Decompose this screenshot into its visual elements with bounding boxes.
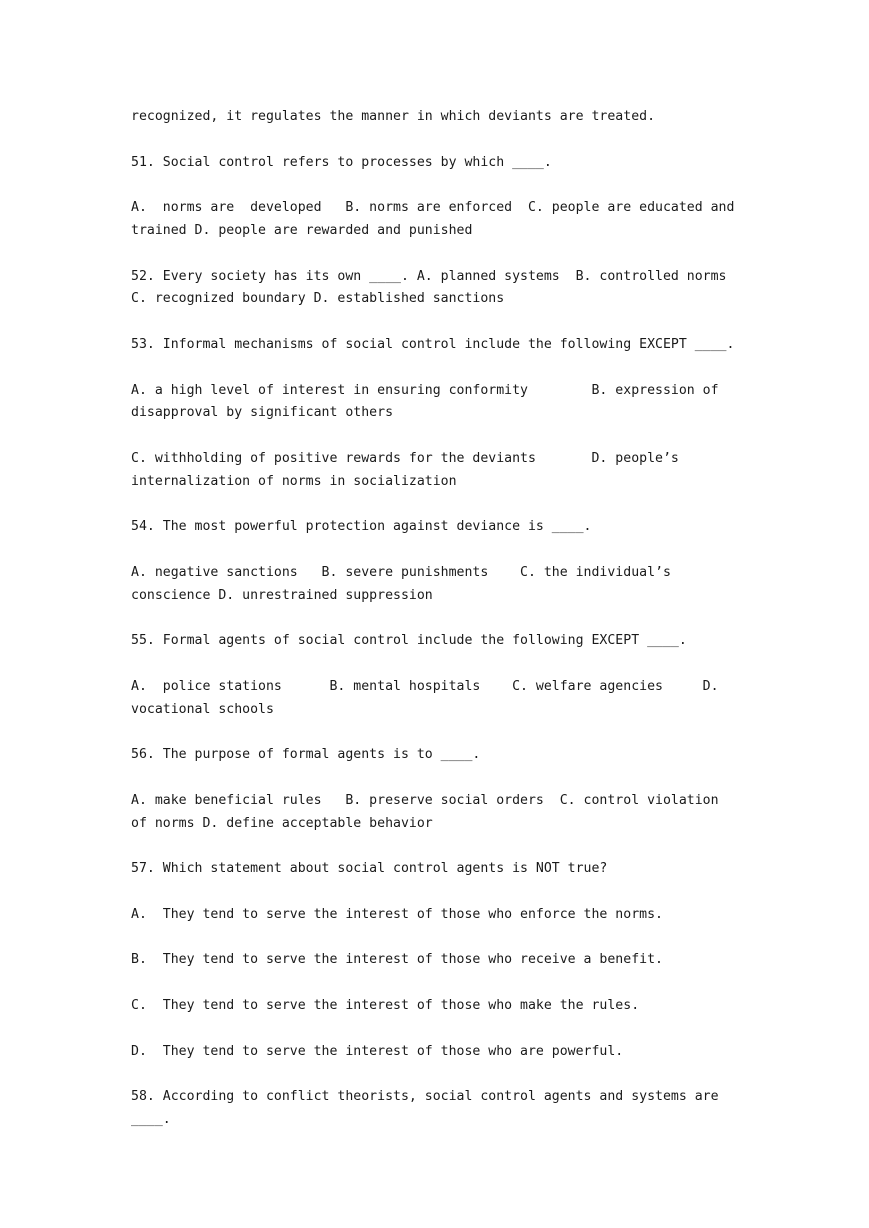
document-body	[131, 106, 741, 1155]
paragraph-continuation: recognized, it regulates the manner in which deviants are treated.	[131, 109, 656, 124]
question-52: 52. Every society has its own ____. A. planned systems B. controlled norms C. recognized boundary D. established sanctions	[131, 268, 735, 307]
question-54: 54. The most powerful protection against deviance is ____.	[131, 519, 592, 535]
question-57-option-a: A. They tend to serve the interest of those who enforce the norms.	[131, 906, 663, 922]
question-55-options: A. police stations B. mental hospitals C. welfare agencies D. vocational schools	[131, 678, 727, 717]
question-56-options: A. make beneficial rules B. preserve social orders C. control violation of norms D. define acceptable behavior	[131, 792, 727, 831]
question-57-option-c: C. They tend to serve the interest of those who make the rules.	[131, 998, 640, 1014]
question-53: 53. Informal mechanisms of social control include the following EXCEPT ____.	[131, 336, 735, 352]
question-56: 56. The purpose of formal agents is to ____.	[131, 747, 481, 763]
question-51-options: A. norms are developed B. norms are enforced C. people are educated and trained D. people are rewarded and punished	[131, 200, 743, 238]
question-57-option-d: D. They tend to serve the interest of those who are powerful.	[131, 1043, 624, 1059]
question-53-options-cd: C. withholding of positive rewards for the deviants D. people’s internalization of norms in socialization	[131, 450, 687, 489]
question-58: 58. According to conflict theorists, social control agents and systems are ____.	[131, 1089, 727, 1128]
question-53-options-ab: A. a high level of interest in ensuring conformity B. expression of disapproval by significant others	[131, 382, 727, 421]
question-57: 57. Which statement about social control agents is NOT true?	[131, 861, 608, 877]
question-51: 51. Social control refers to processes by which ____.	[131, 154, 552, 170]
question-55: 55. Formal agents of social control include the following EXCEPT ____.	[131, 633, 687, 649]
question-54-options: A. negative sanctions B. severe punishments C. the individual’s conscience D. unrestrained suppression	[131, 564, 679, 603]
question-57-option-b: B. They tend to serve the interest of those who receive a benefit.	[131, 952, 663, 968]
